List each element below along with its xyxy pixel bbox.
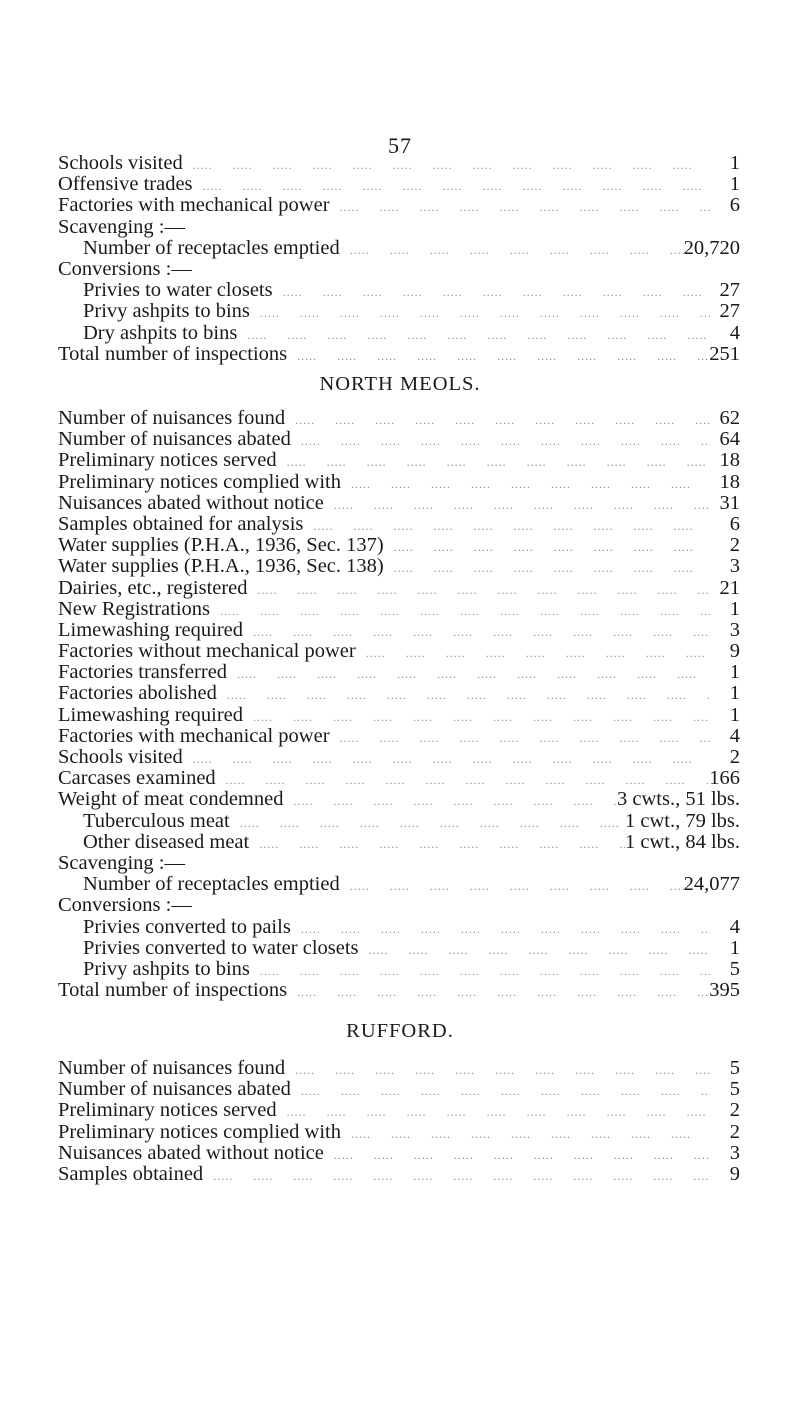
dot-leader [209, 1166, 710, 1187]
list-item [58, 917, 740, 938]
item-label: Number of receptacles emptied [83, 873, 340, 896]
list-item [58, 408, 740, 429]
dot-leader [279, 282, 710, 303]
list-subheading [58, 895, 740, 916]
item-label: Dairies, etc., registered [58, 576, 248, 599]
list-item [58, 747, 740, 768]
item-value: 3 [729, 618, 740, 641]
item-value: 1 [729, 936, 740, 959]
dot-leader [283, 452, 710, 473]
dot-leader [291, 1060, 710, 1081]
list-item [58, 514, 740, 535]
item-label: Total number of inspections [58, 979, 288, 1002]
item-value: 3 [729, 555, 740, 578]
dot-leader [254, 580, 710, 601]
dot-leader [256, 961, 710, 982]
list-item [58, 641, 740, 662]
item-label: Privies converted to water closets [83, 936, 359, 959]
dot-leader [336, 728, 710, 749]
list-item [58, 556, 740, 577]
item-label: Number of nuisances abated [58, 428, 291, 451]
item-value: 2 [729, 1099, 740, 1122]
list-item [58, 620, 740, 641]
item-label: Preliminary notices served [58, 449, 277, 472]
list-subheading [58, 853, 740, 874]
list-item [58, 768, 740, 789]
page-number: 57 [388, 133, 412, 158]
dot-leader [255, 834, 625, 855]
item-value: 6 [729, 512, 740, 535]
list-item [58, 683, 740, 704]
item-label: Other diseased meat [83, 830, 250, 853]
item-value: 166 [709, 767, 740, 790]
item-value: 31 [719, 491, 740, 514]
item-label: Preliminary notices served [58, 1099, 277, 1122]
item-value: 18 [719, 449, 740, 472]
item-label: Water supplies (P.H.A., 1936, Sec. 138) [58, 555, 384, 578]
item-value: 9 [729, 640, 740, 663]
item-label: Number of nuisances abated [58, 1078, 291, 1101]
item-label: Number of receptacles emptied [83, 236, 340, 259]
list-item [58, 493, 740, 514]
item-label: Weight of meat condemned [58, 788, 284, 811]
item-label: Conversions :— [58, 894, 192, 917]
list-item [58, 1143, 740, 1164]
dot-leader [297, 431, 710, 452]
item-label: Privies converted to pails [83, 915, 291, 938]
list-item [58, 301, 740, 322]
item-label: Scavenging :— [58, 851, 185, 874]
dot-leader [289, 791, 617, 812]
item-value: 1 cwt., 84 lbs. [624, 830, 740, 853]
list-item [58, 980, 740, 1001]
item-label: Dry ashpits to bins [83, 321, 238, 344]
item-label: Schools visited [58, 746, 183, 768]
item-value: 2 [729, 1120, 740, 1143]
list-item [58, 153, 740, 174]
item-label: Scavenging :— [58, 215, 185, 238]
item-label: Total number of inspections [58, 342, 288, 365]
dot-leader [293, 346, 709, 367]
item-label: Factories abolished [58, 682, 217, 705]
dot-leader [233, 664, 710, 685]
dot-leader [346, 876, 684, 897]
item-label: Samples obtained [58, 1162, 204, 1185]
list-item [58, 938, 740, 959]
item-label: Preliminary notices complied with [58, 470, 341, 493]
dot-leader [283, 1102, 710, 1123]
item-value: 4 [729, 321, 740, 344]
section-title-rufford: RUFFORD. [346, 1020, 454, 1042]
dot-leader [362, 643, 710, 664]
list-item [58, 174, 740, 195]
dot-leader [365, 940, 710, 961]
item-value: 1 cwt., 79 lbs. [624, 809, 740, 832]
item-label: Factories transferred [58, 661, 228, 684]
item-value: 21 [719, 576, 740, 599]
item-label: Conversions :— [58, 257, 192, 280]
item-label: Number of nuisances found [58, 407, 286, 429]
item-label: Privy ashpits to bins [83, 957, 250, 980]
item-label: Nuisances abated without notice [58, 491, 324, 514]
list-item [58, 1122, 740, 1143]
item-value: 5 [729, 1078, 740, 1101]
dot-leader [291, 410, 710, 431]
item-label: New Registrations [58, 597, 211, 620]
item-value: 64 [719, 428, 740, 451]
item-value: 1 [729, 703, 740, 726]
dot-leader [189, 749, 710, 770]
item-label: Factories without mechanical power [58, 640, 356, 663]
item-label: Privy ashpits to bins [83, 300, 250, 323]
item-value: 1 [729, 173, 740, 196]
item-value: 4 [729, 724, 740, 747]
list-item [58, 195, 740, 216]
section-title-north-meols: NORTH MEOLS. [319, 373, 481, 395]
item-label: Samples obtained for analysis [58, 512, 304, 535]
item-label: Number of nuisances found [58, 1057, 286, 1079]
list-item [58, 450, 740, 471]
list-item [58, 874, 740, 895]
list-item [58, 599, 740, 620]
item-value: 24,077 [683, 873, 740, 896]
list-item [58, 1058, 740, 1079]
dot-leader [236, 813, 625, 834]
section-summary-list [58, 153, 740, 365]
list-item [58, 429, 740, 450]
dot-leader [390, 537, 710, 558]
list-item [58, 726, 740, 747]
item-value: 1 [729, 597, 740, 620]
item-value: 3 cwts., 51 lbs. [617, 788, 740, 811]
dot-leader [347, 1124, 710, 1145]
item-label: Preliminary notices complied with [58, 1120, 341, 1143]
dot-leader [189, 155, 710, 176]
item-value: 27 [719, 300, 740, 323]
dot-leader [330, 1145, 710, 1166]
item-label: Tuberculous meat [83, 809, 230, 832]
list-item [58, 959, 740, 980]
list-subheading [58, 217, 740, 238]
dot-leader [243, 325, 710, 346]
dot-leader [216, 601, 710, 622]
item-value: 3 [729, 1141, 740, 1164]
item-value: 2 [729, 534, 740, 557]
item-value: 20,720 [683, 236, 740, 259]
item-value: 62 [719, 407, 740, 429]
item-label: Factories with mechanical power [58, 194, 330, 217]
item-label: Carcases examined [58, 767, 216, 790]
item-value: 1 [729, 661, 740, 684]
item-label: Nuisances abated without notice [58, 1141, 324, 1164]
item-label: Factories with mechanical power [58, 724, 330, 747]
list-item [58, 662, 740, 683]
item-value: 4 [729, 915, 740, 938]
list-item [58, 1164, 740, 1185]
item-label: Schools visited [58, 152, 183, 174]
dot-leader [346, 240, 684, 261]
dot-leader [223, 685, 710, 706]
list-item [58, 789, 740, 810]
list-item [58, 705, 740, 726]
list-item [58, 472, 740, 493]
dot-leader [336, 197, 710, 218]
item-label: Limewashing required [58, 618, 244, 641]
list-item [58, 280, 740, 301]
item-label: Privies to water closets [83, 279, 273, 302]
section-rufford-list [58, 1058, 740, 1185]
dot-leader [297, 1081, 710, 1102]
list-item [58, 811, 740, 832]
item-value: 5 [729, 1057, 740, 1079]
dot-leader [256, 303, 710, 324]
list-item [58, 1100, 740, 1121]
item-value: 9 [729, 1162, 740, 1185]
list-item [58, 832, 740, 853]
item-value: 1 [729, 682, 740, 705]
list-item [58, 323, 740, 344]
item-label: Offensive trades [58, 173, 193, 196]
item-value: 5 [729, 957, 740, 980]
list-item [58, 238, 740, 259]
dot-leader [390, 558, 710, 579]
item-value: 27 [719, 279, 740, 302]
item-value: 251 [709, 342, 740, 365]
item-value: 6 [729, 194, 740, 217]
item-value: 395 [709, 979, 740, 1002]
item-label: Water supplies (P.H.A., 1936, Sec. 137) [58, 534, 384, 557]
list-item [58, 578, 740, 599]
item-value: 1 [729, 152, 740, 174]
list-item [58, 344, 740, 365]
dot-leader [347, 474, 710, 495]
list-item [58, 1079, 740, 1100]
item-value: 2 [729, 746, 740, 768]
item-value: 18 [719, 470, 740, 493]
item-label: Limewashing required [58, 703, 244, 726]
list-item [58, 535, 740, 556]
list-subheading [58, 259, 740, 280]
dot-leader [330, 495, 710, 516]
dot-leader [293, 982, 709, 1003]
section-north-meols-list [58, 408, 740, 1001]
